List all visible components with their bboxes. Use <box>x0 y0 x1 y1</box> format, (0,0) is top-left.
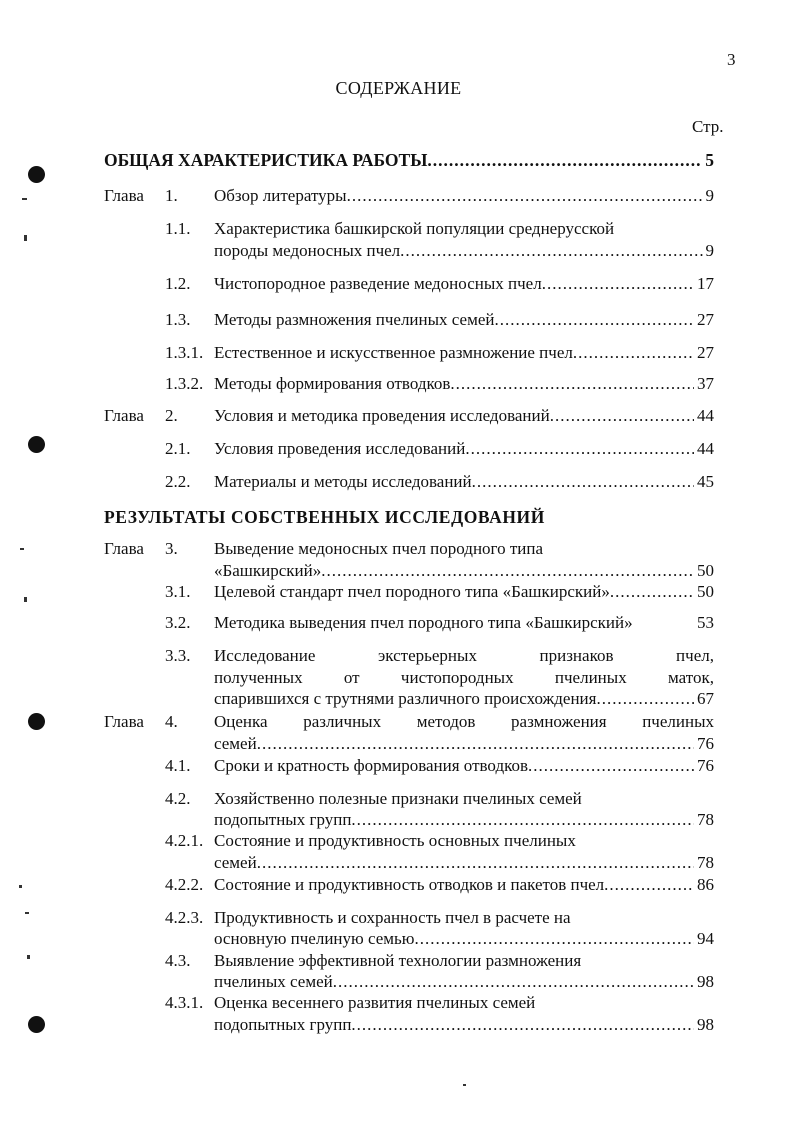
entry-page: 78 <box>697 810 714 829</box>
entry-number: 2. <box>165 406 178 425</box>
entry-title-line: Сроки и кратность формирования отводков ..... 76 <box>214 755 714 777</box>
toc-entry-continuation <box>104 852 714 874</box>
entry-title-line: семей ..... 78 <box>214 852 714 874</box>
entry-title-line: пчелиных семей ..... 98 <box>214 971 714 993</box>
toc-entry-continuation <box>104 560 714 582</box>
toc-entry <box>104 405 714 427</box>
toc-entry <box>104 218 714 240</box>
scan-speck <box>20 548 24 550</box>
toc-entry <box>104 185 714 207</box>
entry-title-line: Целевой стандарт пчел породного типа «Башкирский» ..... 50 <box>214 581 714 603</box>
binder-hole <box>28 713 45 730</box>
toc-entry <box>104 788 714 810</box>
entry-title-line: Материалы и методы исследований ..... 45 <box>214 471 714 493</box>
section-general <box>104 150 714 171</box>
entry-label: Глава <box>104 712 144 731</box>
entry-number: 3.1. <box>165 582 191 601</box>
entry-number: 3.3. <box>165 646 191 665</box>
entry-title-line: «Башкирский» ..... 50 <box>214 560 714 582</box>
entry-page: 44 <box>697 406 714 425</box>
toc-entry-continuation <box>104 809 714 831</box>
entry-title-line: подопытных групп ..... 98 <box>214 1014 714 1036</box>
entry-title-line: полученных от чистопородных пчелиных маток, <box>214 668 714 687</box>
toc-entry <box>104 645 714 667</box>
entry-page: 27 <box>697 310 714 329</box>
entry-title-line: Оценка различных методов размножения пчелиных <box>214 712 714 731</box>
entry-page: 53 <box>697 613 714 632</box>
entry-number: 1.1. <box>165 219 191 238</box>
toc-entry <box>104 992 714 1014</box>
entry-page: 50 <box>697 561 714 580</box>
entry-page: 37 <box>697 374 714 393</box>
entry-number: 3.2. <box>165 613 191 632</box>
entry-number: 2.2. <box>165 472 191 491</box>
entry-title-line: Условия проведения исследований ..... 44 <box>214 438 714 460</box>
entry-title-line: подопытных групп ..... 78 <box>214 809 714 831</box>
entry-number: 2.1. <box>165 439 191 458</box>
toc-entry <box>104 711 714 733</box>
entry-page: 76 <box>697 756 714 775</box>
entry-title-line: Методы размножения пчелиных семей ..... 27 <box>214 309 714 331</box>
section-results-label: РЕЗУЛЬТАТЫ СОБСТВЕННЫХ ИССЛЕДОВАНИЙ <box>104 507 545 527</box>
entry-page: 98 <box>697 1015 714 1034</box>
entry-title-line: спарившихся с трутнями различного происхождения ..... 67 <box>214 688 714 710</box>
entry-title-line: Обзор литературы ..... 9 <box>214 185 714 207</box>
entry-title-line: Продуктивность и сохранность пчел в расчете на <box>214 908 571 927</box>
section-general-page: 5 <box>705 150 714 170</box>
entry-title-line: Выявление эффективной технологии размножения <box>214 951 582 970</box>
entry-number: 1.3. <box>165 310 191 329</box>
entry-page: 98 <box>697 972 714 991</box>
entry-title-line: Оценка весеннего развития пчелиных семей <box>214 993 536 1012</box>
entry-title-line: Выведение медоносных пчел породного типа <box>214 539 544 558</box>
toc-entry <box>104 612 714 634</box>
page-number: 3 <box>727 50 736 69</box>
toc-entry <box>104 830 714 852</box>
scan-speck <box>22 198 27 200</box>
entry-number: 4.2.3. <box>165 908 204 927</box>
entry-number: 4.3.1. <box>165 993 204 1012</box>
toc-entry <box>104 950 714 972</box>
entry-page: 67 <box>697 689 714 708</box>
toc-entry-continuation <box>104 667 714 689</box>
binder-hole <box>28 1016 45 1033</box>
scan-speck <box>25 912 29 914</box>
section-general-label: ОБЩАЯ ХАРАКТЕРИСТИКА РАБОТЫ <box>104 150 428 170</box>
entry-page: 94 <box>697 929 714 948</box>
entry-label: Глава <box>104 406 144 425</box>
entry-page: 45 <box>697 472 714 491</box>
toc-entry <box>104 273 714 295</box>
entry-page: 86 <box>697 875 714 894</box>
entry-number: 1.3.2. <box>165 374 204 393</box>
entry-page: 17 <box>697 274 714 293</box>
entry-number: 4.2. <box>165 789 191 808</box>
entry-page: 9 <box>705 241 714 260</box>
entry-title-line: Хозяйственно полезные признаки пчелиных семей <box>214 789 582 808</box>
entry-number: 1. <box>165 186 178 205</box>
toc-entry <box>104 538 714 560</box>
entry-number: 4.1. <box>165 756 191 775</box>
entry-title-line: основную пчелиную семью ..... 94 <box>214 928 714 950</box>
entry-number: 1.3.1. <box>165 343 204 362</box>
leader-dots <box>427 150 702 171</box>
entry-page: 78 <box>697 853 714 872</box>
entry-label: Глава <box>104 539 144 558</box>
scan-speck <box>463 1084 466 1086</box>
page-title: СОДЕРЖАНИЕ <box>335 78 462 98</box>
toc-entry <box>104 438 714 460</box>
toc-entry-continuation <box>104 971 714 993</box>
entry-title-line: Методика выведения пчел породного типа «Башкирский» 53 <box>214 613 714 632</box>
toc-entry <box>104 907 714 929</box>
entry-title-line: Методы формирования отводков ..... 37 <box>214 373 714 395</box>
entry-title-line: семей ..... 76 <box>214 733 714 755</box>
entry-number: 4. <box>165 712 178 731</box>
scan-speck <box>24 597 27 602</box>
scan-speck <box>24 235 27 241</box>
toc-entry-continuation <box>104 928 714 950</box>
toc-entry-continuation <box>104 1014 714 1036</box>
entry-page: 44 <box>697 439 714 458</box>
toc-entry <box>104 581 714 603</box>
toc-entry <box>104 373 714 395</box>
toc-entry <box>104 309 714 331</box>
toc-entry <box>104 471 714 493</box>
entry-number: 1.2. <box>165 274 191 293</box>
entry-number: 4.2.1. <box>165 831 204 850</box>
toc-entry-continuation <box>104 688 714 710</box>
entry-title-line: породы медоносных пчел ..... 9 <box>214 240 714 262</box>
entry-title-line: Естественное и искусственное размножение пчел ..... 27 <box>214 342 714 364</box>
scan-speck <box>19 885 22 888</box>
entry-title-line: Чистопородное разведение медоносных пчел ..... 17 <box>214 273 714 295</box>
toc-entry <box>104 342 714 364</box>
binder-hole <box>28 436 45 453</box>
toc-entry <box>104 755 714 777</box>
entry-label: Глава <box>104 186 144 205</box>
binder-hole <box>28 166 45 183</box>
page-column-label: Стр. <box>692 117 724 136</box>
entry-number: 4.3. <box>165 951 191 970</box>
entry-page: 50 <box>697 582 714 601</box>
entry-number: 3. <box>165 539 178 558</box>
entry-page: 27 <box>697 343 714 362</box>
entry-page: 76 <box>697 734 714 753</box>
scan-speck <box>27 955 30 959</box>
entry-title-line: Состояние и продуктивность отводков и пакетов пчел ..... 86 <box>214 874 714 896</box>
entry-page: 9 <box>705 186 714 205</box>
entry-title-line: Состояние и продуктивность основных пчелиных <box>214 831 576 850</box>
toc-entry-continuation <box>104 733 714 755</box>
entry-title-line: Исследование экстерьерных признаков пчел, <box>214 646 714 665</box>
entry-number: 4.2.2. <box>165 875 204 894</box>
entry-title-line: Характеристика башкирской популяции среднерусской <box>214 219 615 238</box>
toc-entry <box>104 874 714 896</box>
toc-entry-continuation <box>104 240 714 262</box>
entry-title-line: Условия и методика проведения исследований ..... 44 <box>214 405 714 427</box>
